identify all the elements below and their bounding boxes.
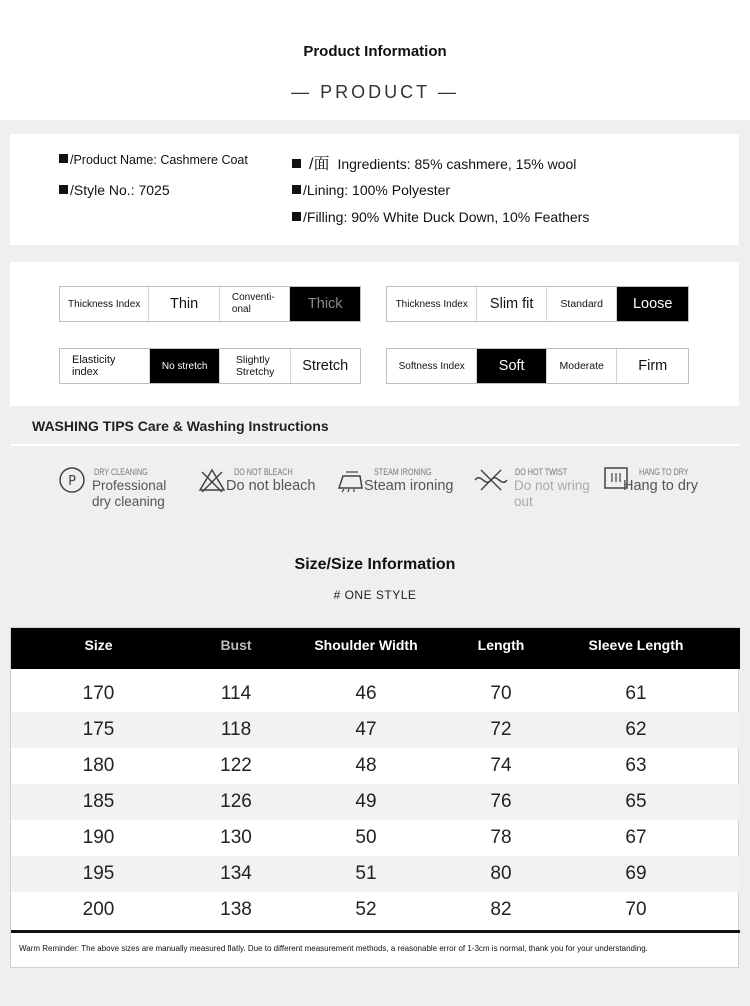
bullet-square-icon: [59, 154, 68, 163]
page-subtitle: — PRODUCT —: [291, 82, 459, 102]
table-bottom-divider: [11, 930, 740, 933]
thickness-option-conventional: Conventi- onal: [220, 287, 291, 321]
bullet-square-icon: [292, 185, 301, 194]
thickness-option-thick: Thick: [290, 287, 360, 321]
elasticity-option-slightly-stretchy: Slightly Stretchy: [220, 349, 291, 383]
ingredients: /面 Ingredients: 85% cashmere, 15% wool: [292, 151, 576, 174]
thickness-option-thin: Thin: [149, 287, 220, 321]
bullet-square-icon: [292, 159, 301, 168]
size-section-title: Size/Size Information: [294, 556, 456, 573]
size-table: [10, 627, 739, 968]
no-bleach-icon: [198, 466, 226, 494]
bullet-square-icon: [59, 185, 68, 194]
header-section: [0, 0, 750, 120]
bullet-square-icon: [292, 212, 301, 221]
filling: /Filling: 90% White Duck Down, 10% Feathers: [292, 209, 589, 225]
column-bust: Bust: [220, 637, 252, 653]
washing-tips-row: P DRY CLEANING Professional dry cleaning DO NOT BLEACH Do not bleach STEAM IRONING Steam ironing DO HOT TWIST Do not wring out HANG TO DRY Hang to dry: [10, 446, 739, 515]
softness-option-soft: Soft: [477, 349, 547, 383]
column-shoulder-width: Shoulder Width: [314, 637, 418, 653]
size-table-header: [11, 628, 740, 669]
fit-option-loose: Loose: [617, 287, 688, 321]
steam-iron-icon: [336, 466, 364, 494]
thickness-index-label: Thickness Index: [60, 287, 149, 321]
elasticity-option-no-stretch: No stretch: [150, 349, 219, 383]
table-row: 185 126 49 76 65: [11, 784, 740, 820]
softness-option-moderate: Moderate: [547, 349, 618, 383]
table-row: 200 138 52 82 70: [82, 899, 647, 920]
washing-tips-title: WASHING TIPS Care & Washing Instructions: [32, 418, 329, 434]
elasticity-index-label: Elasticity index: [60, 349, 150, 383]
index-and-care-panel: [10, 262, 739, 515]
size-section-subtitle: # ONE STYLE: [333, 588, 417, 602]
table-row: 180 122 48 74 63: [82, 755, 647, 776]
page-title: Product Information: [303, 43, 447, 60]
elasticity-index: [59, 348, 361, 384]
elasticity-option-stretch: Stretch: [302, 358, 349, 374]
thickness-index: [59, 286, 361, 322]
fit-index: [386, 286, 689, 322]
table-row: 170 114 46 70 61: [82, 683, 647, 704]
softness-index: [386, 348, 689, 384]
washing-tips-header: [10, 406, 739, 444]
no-wring-icon: [473, 466, 509, 494]
style-number: /Style No.: 7025: [59, 182, 170, 198]
dry-cleaning-icon: [58, 466, 86, 494]
fit-index-label: Thickness Index: [387, 287, 477, 321]
softness-option-firm: Firm: [638, 358, 668, 374]
table-row: 195 134 51 80 69: [11, 856, 740, 892]
warm-reminder: Warm Reminder: The above sizes are manually measured flatly. Due to different measurement methods, a reasonable error of 1-3cm is normal, thank you for your understanding.: [19, 944, 648, 953]
product-name: /Product Name: Cashmere Coat: [59, 153, 248, 167]
table-row: 190 130 50 78 67: [82, 827, 647, 848]
table-row: 175 118 47 72 62: [11, 712, 740, 748]
softness-index-label: Softness Index: [387, 349, 477, 383]
svg-text:P: P: [68, 474, 76, 489]
fit-option-slim: Slim fit: [477, 287, 547, 321]
column-size: Size: [84, 637, 113, 653]
column-length: Length: [477, 637, 525, 653]
product-info-card: [10, 134, 739, 245]
column-sleeve-length: Sleeve Length: [588, 637, 684, 653]
fit-option-standard: Standard: [547, 287, 618, 321]
lining: /Lining: 100% Polyester: [292, 182, 450, 198]
